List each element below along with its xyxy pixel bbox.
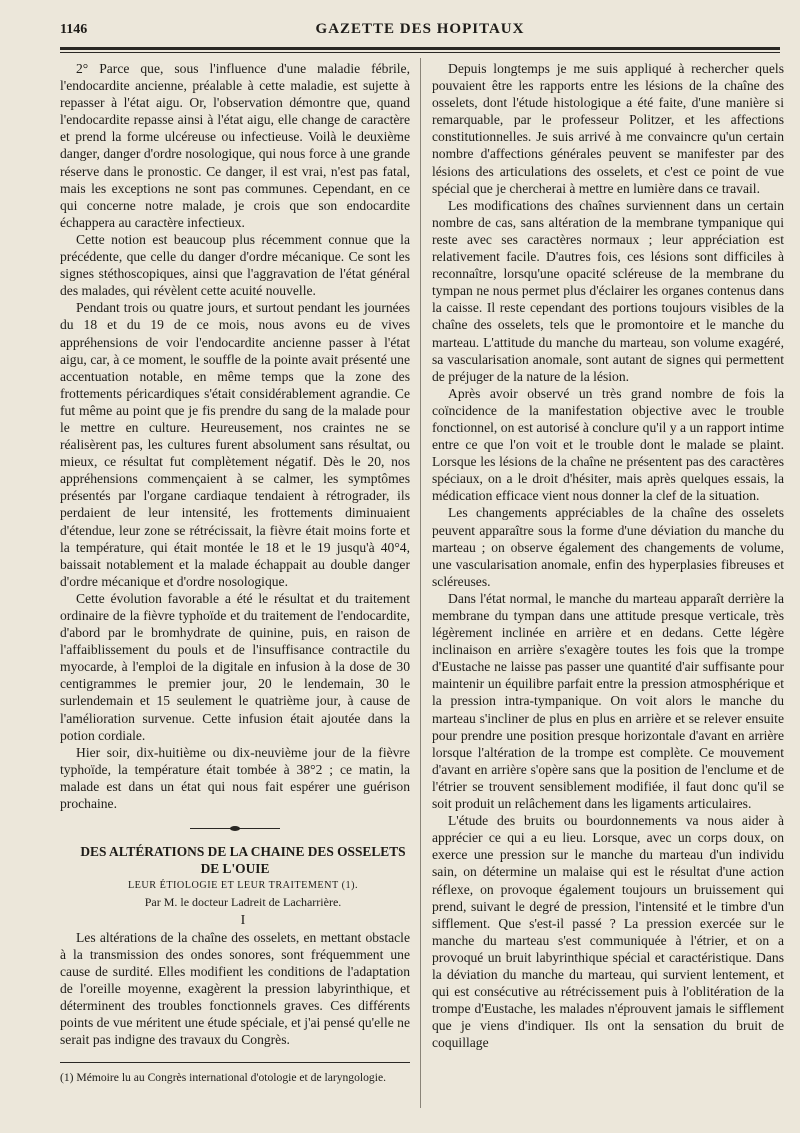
right-column — [432, 60, 784, 1051]
header-rule-thick — [60, 47, 780, 50]
column-divider — [420, 58, 421, 1108]
paragraph: Dans l'état normal, le manche du marteau apparaît derrière la membrane du tympan dans une attitude presque verticale, très légèrement inclinée en arrière et en dedans. Cette légère inclinaison en arrière s'exagère toutes les fois que la trompe d'Eustache ne laisse pas passer une quantité d'air suffisante pour maintenir un équilibre parfait entre la pression atmosphérique et la pression intra-tympanique. On voit alors le manche du marteau s'incliner de plus en plus en arrière et se relever ensuite pour prendre une position presque horizontale d'avant en arrière lorsque l'altération de la trompe est complète. Ce mouvement d'avant en arrière s'opère sans que la position de l'enclume et de l'étrier se trouvent sensiblement modifiée, il faut donc qu'il se soit produit un relâchement dans les ligaments articulaires. — [432, 590, 784, 812]
paragraph: Pendant trois ou quatre jours, et surtout pendant les journées du 18 et du 19 de ce mois, nous avons eu de vives appréhensions de voir l'endocardite ancienne passer à l'état aigu, car, à ce moment, le souffle de la pointe avait présenté une accentuation notable, en même temps que la zone des frottements péricardiques s'était considérablement agrandie. Ce fut même au point que je fis prendre du sang de la malade pour le mettre en culture. Heureusement, nos craintes ne se réalisèrent pas, les cultures furent absolument sans résultat, ou mieux, ce résultat fut complètement négatif. Dès le 20, nos appréhensions commençaient à se calmer, les symptômes présentés par l'organe cardiaque tendaient à rétrograder, ils perdaient de leur intensité, les frottements diminuaient d'étendue, leur zone se rétrécissait, la fièvre était moins forte et la température, qui était montée le 18 et le 19 jusqu'à 40°4, baissait notablement et la malade échappait au double danger d'ordre mécanique et d'ordre nosologique. — [60, 300, 410, 589]
article-author: Par M. le docteur Ladreit de Lacharrière. — [144, 895, 342, 910]
paragraph: Hier soir, dix-huitième ou dix-neuvième jour de la fièvre typhoïde, la température était tombée à 38°2 ; ce matin, la malade est dans un état qui nous fait espérer une guérison prochaine. — [60, 744, 410, 812]
paragraph: 2° Parce que, sous l'influence d'une maladie fébrile, l'endocardite ancienne, préalable à cette maladie, est sujette à repasser à l'état aigu. Or, l'observation démontre que, quand l'endocardite repasse ainsi à l'état aigu, elle change de caractère et prend la forme ulcéreuse ou infectieuse. Voilà le deuxième danger, danger d'ordre nosologique, qui nous force à une grande réserve dans le pronostic. Ce danger, il est vrai, n'est pas fatal, mais les exceptions ne sont pas communes. Cependant, en ce qui concerne notre malade, je crois que son endocardite échappera au caractère infectieux. — [60, 61, 410, 230]
paragraph: Les changements appréciables de la chaîne des osselets peuvent apparaître sous la forme d'une déviation du manche du marteau ; on observe également des changements de volume, une vascularisation anomale, enfin des hyperplasies fibreuses et scléreuses. — [432, 505, 784, 589]
page-header — [60, 20, 780, 42]
paragraph: Les altérations de la chaîne des osselets, en mettant obstacle à la transmission des ondes sonores, sont fréquemment une cause de surdité. Elles modifient les conditions de l'adaptation de l'oreille moyenne, exagèrent la pression labyrinthique, et déterminent des troubles fonctionnels graves. Ces différents points de vue méritent une étude spéciale, et j'ai pensé qu'elle ne serait pas indigne des travaux du Congrès. — [60, 929, 410, 1048]
paragraph: L'étude des bruits ou bourdonnements va nous aider à apprécier ce qui a eu lieu. Lorsque, avec un corps doux, on exerce une pression sur le manche du marteau d'un individu sain, on détermine un malaise qui est le résultat d'une action réflexe, on provoque également toujours un bruissement qui prend, suivant le degré de pression, l'intensité et le timbre d'un sifflement. Que s'est-il passé ? La pression exercée sur le manche du marteau s'est communiquée à l'étrier, et on a provoqué un bruit labyrinthique spécial et caractéristique. Dans la déviation du manche du marteau, qui survient lentement, et qui est consécutive au rétrécissement puis à l'oblitération de la trompe d'Eustache, les malades n'éprouvent jamais le sifflement que je viens d'indiquer. Ils ont la sensation du bruit de coquillage — [432, 813, 784, 1051]
footnote-rule — [60, 1062, 410, 1063]
left-column — [60, 60, 410, 1085]
section-number: I — [240, 912, 246, 928]
section-separator — [190, 828, 280, 829]
paragraph: Cette évolution favorable a été le résultat et du traitement ordinaire de la fièvre typhoïde et du traitement de l'endocardite, d'abord par le bromhydrate de quinine, puis, en raison de l'affaiblissement du pouls et de l'insuffisance contractile du myocarde, à l'emploi de la digitale en infusion à la dose de 30 centigrammes le premier jour, 20 le lendemain, 30 le surlendemain et 15 seulement le quatrième jour, à cause de l'amélioration survenue. Cette infusion était ajoutée dans la potion cordiale. — [60, 590, 410, 743]
header-rule-thin — [60, 52, 780, 53]
paragraph: Les modifications des chaînes surviennent dans un certain nombre de cas, sans altération de la membrane tympanique qui reste avec ses caractères normaux ; leur appréciation est relativement facile. D'autres fois, ces lésions sont difficiles à reconnaître, lorsqu'une opacité scléreuse de la membrane du tympan ne nous permet plus d'éclairer les organes contenus dans la caisse. Il reste cependant des portions toujours visibles de la chaîne des osselets, tels que le promontoire et le manche du marteau. L'attitude du manche du marteau, son volume exagéré, sa vascularisation anomale, sont autant de signes qui permettent de préjuger de la nature de la lésion. — [432, 197, 784, 384]
page-number: 1146 — [60, 22, 88, 37]
footnote: (1) Mémoire lu au Congrès international d'otologie et de laryngologie. — [60, 1071, 386, 1085]
paragraph: Après avoir observé un très grand nombre de fois la coïncidence de la manifestation objective avec le trouble fonctionnel, on est autorisé à conclure qu'il y a un rapport intime entre ce que l'on voit et le trouble dont le malade se plaint. Lorsque les lésions de la chaîne ne présentent pas des caractères spéciaux, on a le droit d'hésiter, mais après quelques essais, la médication efficace vient nous donner la clef de la situation. — [432, 385, 784, 504]
paragraph: Depuis longtemps je me suis appliqué à rechercher quels pouvaient être les rapports entre les lésions de la chaîne des osselets, dont l'étude histologique a été faite, d'une manière si remarquable, par le professeur Politzer, et les affections constitutionnelles. Je suis arrivé à me convaincre qu'un certain nombre d'affections générales peuvent se manifester par des lésions des articulations des osselets, et c'est ce point de vue spécial que je chercherai à mettre en lumière dans ce travail. — [432, 61, 784, 196]
article-subtitle: LEUR ÉTIOLOGIE ET LEUR TRAITEMENT (1). — [127, 880, 359, 892]
article-title: DES ALTÉRATIONS DE LA CHAINE DES OSSELETS DE L'OUIE — [80, 844, 406, 877]
journal-title: GAZETTE DES HOPITAUX — [315, 21, 525, 37]
paragraph: Cette notion est beaucoup plus récemment connue que la précédente, que celle du danger d'ordre mécanique. Ce sont les signes stéthoscopiques, ainsi que l'aggravation de l'état général des malades, qui révèlent cette acuité nouvelle. — [60, 231, 410, 299]
